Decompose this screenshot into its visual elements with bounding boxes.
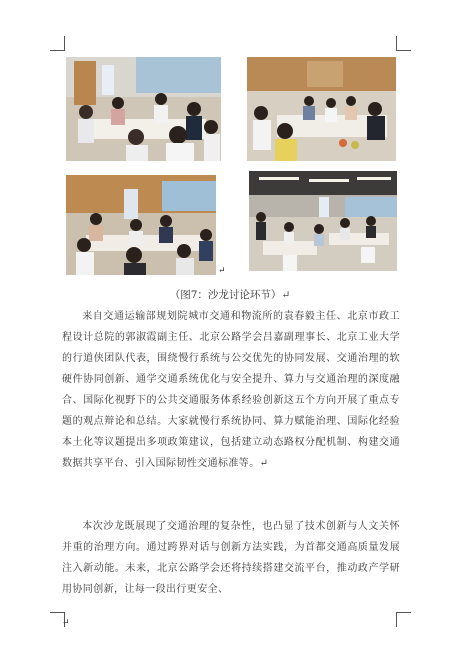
crop-mark-bottom-right [396,612,411,627]
crop-mark-top-left [50,36,65,51]
paragraph-2-text: 本次沙龙既展现了交通治理的复杂性，也凸显了技术创新与人文关怀并重的治理方向。通过跨界对话与创新方法实践，为首都交通高质量发展注入新动能。未来，北京公路学会还将持续搭建交流平台，推动政产学研用协同创新，让每一段出行更安全、 [62,521,400,595]
paragraph-mark: ↵ [218,266,226,276]
paragraph-mark: ↵ [259,458,269,469]
photo-salon-discussion-1 [66,57,221,161]
crop-mark-top-right [396,36,411,51]
figure-caption-text: （图7：沙龙讨论环节） [169,289,282,301]
body-paragraph-1 [62,306,400,474]
photo-salon-discussion-4 [249,171,397,271]
body-paragraph-2 [62,516,400,600]
figure-caption [60,287,400,302]
photo-salon-discussion-2 [247,57,396,161]
photo-salon-discussion-3 [66,175,216,275]
paragraph-1-text: 来自交通运输部规划院城市交通和物流所的袁春毅主任、北京市政工程设计总院的郭淑霞副主任、北京公路学会吕嘉副理事长、北京工业大学的行道侠团队代表，围绕慢行系统与公交优先的协同发展、交通治理的软硬件协同创新、通学交通系统优化与安全提升、算力与交通治理的深度融合、国际化视野下的公共交通服务体系经验创新这五个方向开展了重点专题的观点辩论和总结。大家就慢行系统协同、算力赋能治理、国际化经验本土化等议题提出多项政策建议，包括建立动态路权分配机制、构建交通数据共享平台、引入国际韧性交通标准等。 [62,311,400,469]
paragraph-mark: ↵ [281,289,291,301]
paragraph-mark: ↵ [62,618,70,628]
